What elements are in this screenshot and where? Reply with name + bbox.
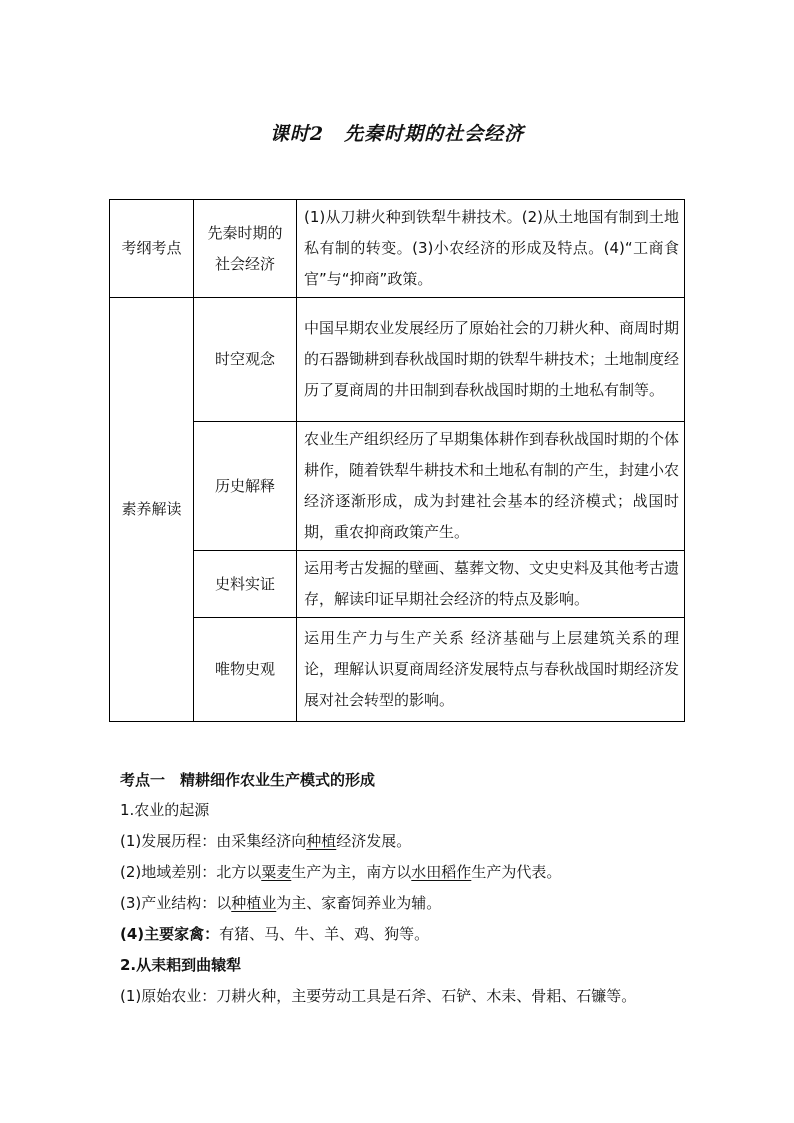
item-label: (1)发展历程：: [120, 832, 217, 850]
subheading-tools: 2.从耒耜到曲辕犁: [120, 956, 242, 974]
item-text: 由采集经济向: [216, 832, 307, 850]
exam-points-text: (1)从刀耕火种到铁犁牛耕技术。(2)从土地国有制到土地私有制的转变。(3)小农经济的形成及特点。(4)“工商食官”与“抑商”政策。: [297, 200, 685, 298]
item-label: (3)产业结构：: [120, 894, 217, 912]
underlined-term: 种植: [306, 832, 337, 850]
item-label: (1)原始农业：: [120, 987, 217, 1005]
row-header-literacy: 素养解读: [110, 298, 194, 722]
underlined-term: 粟麦: [261, 863, 292, 881]
topic-line-2: 社会经济: [214, 254, 275, 273]
item-text: 经济发展。: [336, 832, 412, 850]
underlined-term: 种植业: [231, 894, 277, 912]
literacy-text: 农业生产组织经历了早期集体耕作到春秋战国时期的个体耕作，随着铁犁牛耕技术和土地私有制的产生，封建小农经济逐渐形成，成为封建社会基本的经济模式；战国时期，重农抑商政策产生。: [297, 422, 685, 551]
item-text: 刀耕火种，主要劳动工具是石斧、石铲、木耒、骨耜、石镰等。: [216, 987, 637, 1005]
page-title: 课时2 先秦时期的社会经济: [269, 123, 525, 145]
item-text: 生产为主，南方以: [291, 863, 412, 881]
literacy-text: 运用考古发掘的壁画、墓葬文物、文史史料及其他考古遗存，解读印证早期社会经济的特点及影响。: [297, 551, 685, 618]
literacy-label: 历史解释: [194, 422, 297, 551]
topic-line-1: 先秦时期的: [207, 223, 283, 242]
topic-cell: [194, 200, 297, 298]
item-label: (4)主要家禽：: [120, 925, 220, 943]
item-text: 生产为代表。: [471, 863, 562, 881]
table-row: [110, 618, 685, 722]
item-regional: [120, 862, 561, 882]
syllabus-table: [109, 199, 685, 722]
literacy-text: 中国早期农业发展经历了原始社会的刀耕火种、商周时期的石器锄耕到春秋战国时期的铁犁牛耕技术；土地制度经历了夏商周的井田制到春秋战国时期的土地私有制等。: [297, 298, 685, 422]
item-livestock: [120, 924, 429, 944]
item-primitive: [120, 986, 636, 1006]
item-text: 有猪、马、牛、羊、鸡、狗等。: [219, 925, 430, 943]
row-header-exam-points: 考纲考点: [110, 200, 194, 298]
item-text: 北方以: [216, 863, 262, 881]
table-row: [110, 422, 685, 551]
underlined-term: 水田稻作: [411, 863, 472, 881]
table-row: [110, 551, 685, 618]
table-row: [110, 298, 685, 422]
item-text: 以: [216, 894, 232, 912]
literacy-label: 时空观念: [194, 298, 297, 422]
subheading-text: 1.农业的起源: [120, 801, 210, 819]
literacy-label: 唯物史观: [194, 618, 297, 722]
item-industry: [120, 893, 441, 913]
subheading-origin: [120, 800, 209, 820]
table-row: [110, 200, 685, 298]
item-label: (2)地域差别：: [120, 863, 217, 881]
item-text: 为主、家畜饲养业为辅。: [276, 894, 442, 912]
section-heading: 考点一 精耕细作农业生产模式的形成: [120, 771, 376, 789]
item-development: [120, 831, 411, 851]
literacy-text: 运用生产力与生产关系 经济基础与上层建筑关系的理论，理解认识夏商周经济发展特点与春秋战国时期经济发展对社会转型的影响。: [297, 618, 685, 722]
literacy-label: 史料实证: [194, 551, 297, 618]
